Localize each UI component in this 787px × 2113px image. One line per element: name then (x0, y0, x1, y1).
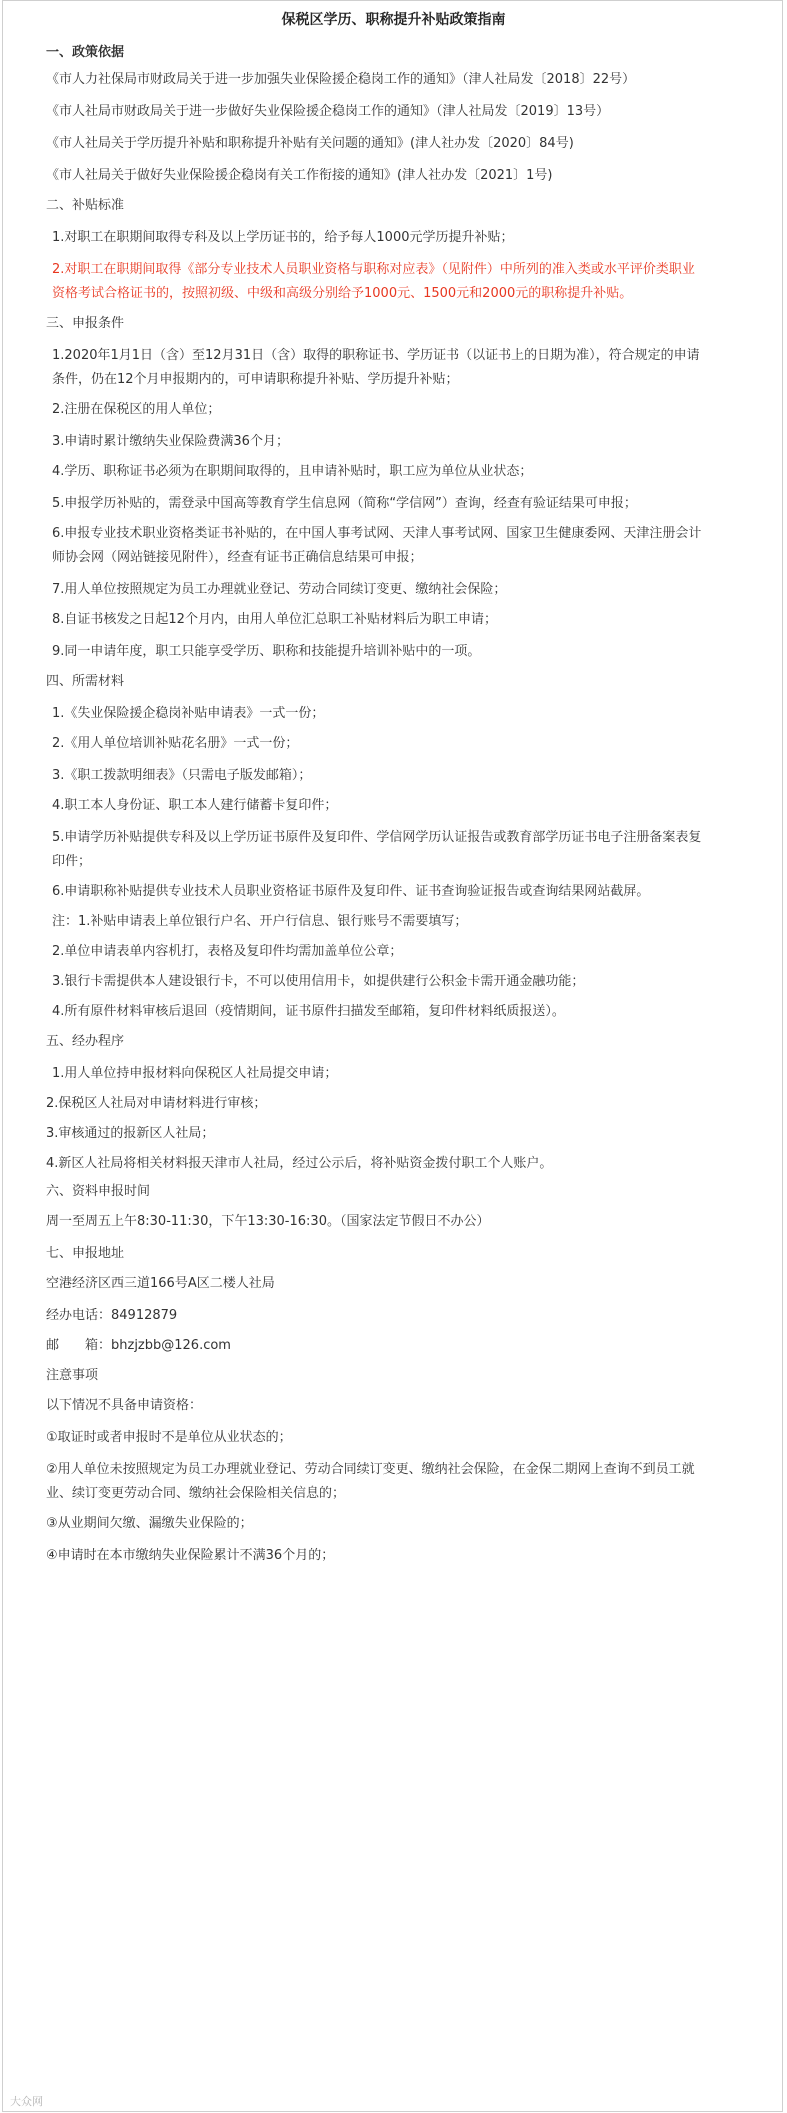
document-line: 六、资料申报时间 (46, 1184, 151, 1199)
document-line: ①取证时或者申报时不是单位从业状态的； (46, 1430, 292, 1445)
document-line: 6.申请职称补贴提供专业技术人员职业资格证书原件及复印件、证书查询验证报告或查询结果网站截屏。 (52, 884, 650, 899)
document-line: 空港经济区西三道166号A区二楼人社局 (46, 1276, 275, 1291)
document-line: ③从业期间欠缴、漏缴失业保险的； (46, 1516, 253, 1531)
document-line: 邮 箱：bhzjzbb@126.com (46, 1338, 231, 1353)
document-line: 2.注册在保税区的用人单位； (52, 402, 221, 417)
document-line: 5.申请学历补贴提供专科及以上学历证书原件及复印件、学信网学历认证报告或教育部学历证书电子注册备案表复 (52, 830, 702, 845)
document-line: 2.单位申请表单内容机打，表格及复印件均需加盖单位公章； (52, 944, 403, 959)
document-line: 五、经办程序 (46, 1034, 125, 1049)
document-line: 4.职工本人身份证、职工本人建行储蓄卡复印件； (52, 798, 338, 813)
document-line: 师协会网（网站链接见附件），经查有证书正确信息结果可申报； (52, 550, 423, 565)
document-line: 四、所需材料 (46, 674, 125, 689)
document-line: 3.审核通过的报新区人社局； (46, 1126, 215, 1141)
document-line: 3.《职工拨款明细表》（只需电子版发邮箱）； (52, 768, 312, 783)
document-line: ②用人单位未按照规定为员工办理就业登记、劳动合同续订变更、缴纳社会保险，在金保二期网上查询不到员工就 (46, 1462, 695, 1477)
document-line: 4.所有原件材料审核后退回（疫情期间，证书原件扫描发至邮箱，复印件材料纸质报送）。 (52, 1004, 565, 1019)
document-line: 二、补贴标准 (46, 198, 125, 213)
document-line: 2.保税区人社局对申请材料进行审核； (46, 1096, 267, 1111)
document-line: 三、申报条件 (46, 316, 125, 331)
document-line: 《市人力社保局市财政局关于进一步加强失业保险援企稳岗工作的通知》（津人社局发〔2018〕22号） (46, 72, 636, 87)
document-line: 4.新区人社局将相关材料报天津市人社局，经过公示后，将补贴资金拨付职工个人账户。 (46, 1156, 553, 1171)
document-line: 经办电话：84912879 (46, 1308, 178, 1323)
document-line: ④申请时在本市缴纳失业保险累计不满36个月的； (46, 1548, 335, 1563)
document-line: 2.对职工在职期间取得《部分专业技术人员职业资格与职称对应表》（见附件）中所列的准入类或水平评价类职业 (52, 262, 695, 277)
document-line: 资格考试合格证书的，按照初级、中级和高级分别给予1000元、1500元和2000元的职称提升补贴。 (52, 286, 633, 301)
document-line: 3.银行卡需提供本人建设银行卡，不可以使用信用卡，如提供建行公积金卡需开通金融功能； (52, 974, 585, 989)
document-line: 2.《用人单位培训补贴花名册》一式一份； (52, 736, 299, 751)
document-line: 6.申报专业技术职业资格类证书补贴的，在中国人事考试网、天津人事考试网、国家卫生健康委网、天津注册会计 (52, 526, 702, 541)
document-line: 《市人社局市财政局关于进一步做好失业保险援企稳岗工作的通知》（津人社局发〔2019〕13号） (46, 104, 610, 119)
document-line: 条件，仍在12个月申报期内的，可申请职称提升补贴、学历提升补贴； (52, 372, 459, 387)
document-line: 4.学历、职称证书必须为在职期间取得的，且申请补贴时，职工应为单位从业状态； (52, 464, 533, 479)
document-line: 印件； (52, 854, 92, 869)
document-title: 保税区学历、职称提升补贴政策指南 (281, 12, 506, 28)
document-line: 《市人社局关于学历提升补贴和职称提升补贴有关问题的通知》(津人社办发〔2020〕84号) (46, 136, 574, 151)
document-line: 周一至周五上午8:30-11:30，下午13:30-16:30。（国家法定节假日不办公） (46, 1214, 490, 1229)
document-line: 1.对职工在职期间取得专科及以上学历证书的，给予每人1000元学历提升补贴； (52, 230, 514, 245)
document-line: 注意事项 (46, 1368, 99, 1383)
document-line: 业、续订变更劳动合同、缴纳社会保险相关信息的； (46, 1486, 346, 1501)
document-line: 7.用人单位按照规定为员工办理就业登记、劳动合同续订变更、缴纳社会保险； (52, 582, 507, 597)
document-line: 3.申请时累计缴纳失业保险费满36个月； (52, 434, 289, 449)
section-heading: 一、政策依据 (46, 45, 125, 60)
document-line: 9.同一申请年度，职工只能享受学历、职称和技能提升培训补贴中的一项。 (52, 644, 481, 659)
document-line: 1.《失业保险援企稳岗补贴申请表》一式一份； (52, 706, 325, 721)
document-line: 1.用人单位持申报材料向保税区人社局提交申请； (52, 1066, 338, 1081)
document-line: 以下情况不具备申请资格： (46, 1398, 203, 1413)
watermark: 大众网 (10, 2095, 43, 2108)
document-line: 七、申报地址 (46, 1246, 125, 1261)
document-line: 8.自证书核发之日起12个月内，由用人单位汇总职工补贴材料后为职工申请； (52, 612, 497, 627)
document-line: 注：1.补贴申请表上单位银行户名、开户行信息、银行账号不需要填写； (52, 914, 468, 929)
document-line: 《市人社局关于做好失业保险援企稳岗有关工作衔接的通知》(津人社办发〔2021〕1号) (46, 168, 553, 183)
document-line: 5.申报学历补贴的，需登录中国高等教育学生信息网（简称“学信网”）查询，经查有验证结果可申报； (52, 496, 637, 511)
document-line: 1.2020年1月1日（含）至12月31日（含）取得的职称证书、学历证书（以证书上的日期为准），符合规定的申请 (52, 348, 700, 363)
